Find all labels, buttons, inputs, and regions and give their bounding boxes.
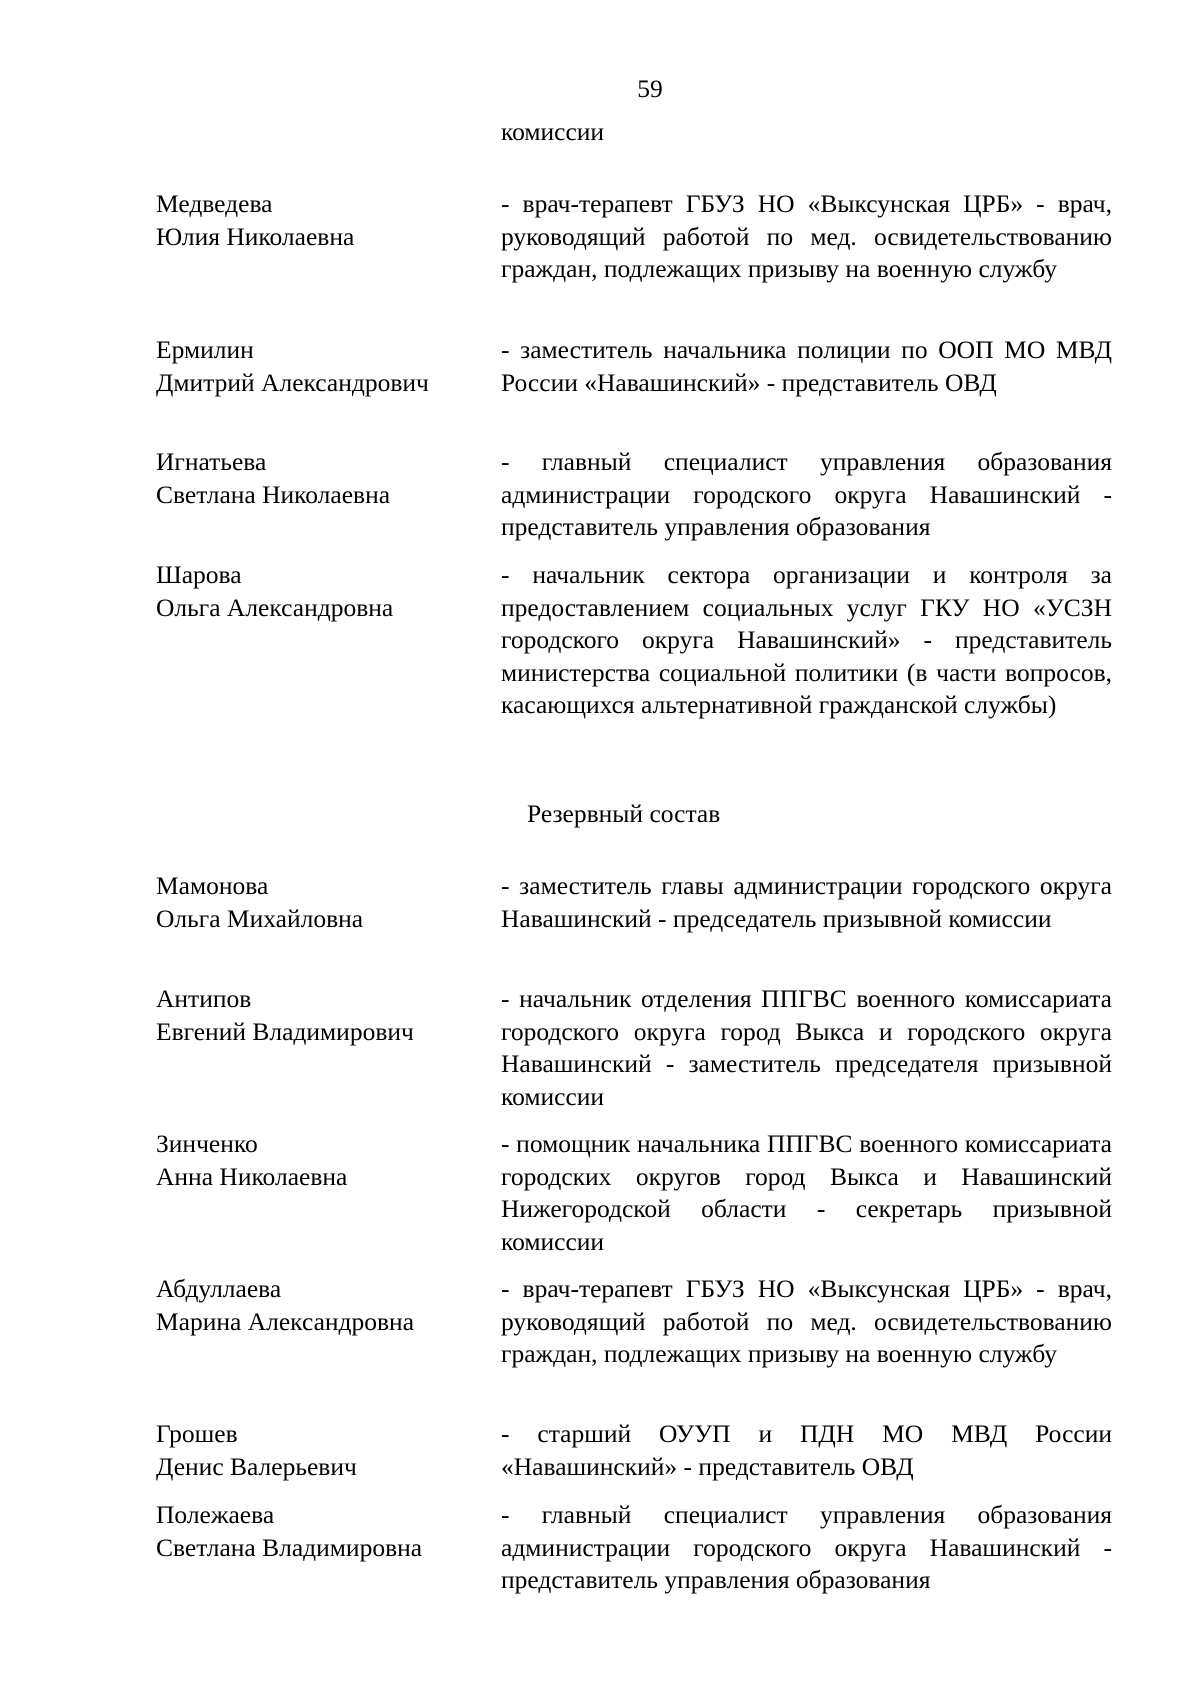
member-surname: Ермилин [156,335,254,364]
member-name [156,870,486,935]
member-role: - начальник отделения ППГВС военного комиссариата городского округа город Выкса и городского округа Навашинский - заместитель председателя призывной комиссии [501,984,1112,1111]
member-name [156,446,486,511]
member-surname: Грошев [156,1419,238,1448]
member-name [156,334,486,399]
member-role: - начальник сектора организации и контроля за предоставлением социальных услуг ГКУ НО «УСЗН городского округа Навашинский» - представитель министерства социальной политики (в части вопросов, касающихся альтернативной гражданской службы) [501,560,1112,719]
member-name [156,188,486,253]
member-role: - врач-терапевт ГБУЗ НО «Выксунская ЦРБ» - врач, руководящий работой по мед. освидетельствованию граждан, подлежащих призыву на военную службу [501,1274,1112,1368]
member-role: - заместитель главы администрации городского округа Навашинский - председатель призывной комиссии [501,871,1112,933]
member-surname: Зинченко [156,1129,258,1158]
member-surname: Абдуллаева [156,1274,282,1303]
member-surname: Полежаева [156,1500,275,1529]
member-role: - главный специалист управления образования администрации городского округа Навашинский - представитель управления образования [501,1500,1112,1594]
member-name [156,1128,486,1193]
member-name [156,1499,486,1564]
member-given-names: Анна Николаевна [156,1161,348,1191]
member-given-names: Светлана Николаевна [156,479,391,509]
member-surname: Медведева [156,189,273,218]
member-name [156,1418,486,1483]
member-surname: Мамонова [156,871,269,900]
member-role: - помощник начальника ППГВС военного комиссариата городских округов город Выкса и Навашинский Нижегородской области - секретарь призывной комиссии [501,1129,1112,1256]
member-given-names: Марина Александровна [156,1306,415,1336]
member-given-names: Ольга Михайловна [156,903,364,933]
member-name [156,1273,486,1338]
member-given-names: Юлия Николаевна [156,221,355,251]
reserve-section-title: Резервный состав [527,799,721,828]
member-surname: Шарова [156,560,242,589]
member-surname: Игнатьева [156,447,267,476]
member-given-names: Денис Валерьевич [156,1451,357,1481]
member-name [156,983,486,1048]
member-given-names: Ольга Александровна [156,592,394,622]
page-number: 59 [637,74,663,103]
member-role: - заместитель начальника полиции по ООП МО МВД России «Навашинский» - представитель ОВД [501,335,1112,397]
member-given-names: Евгений Владимирович [156,1016,414,1046]
member-given-names: Светлана Владимировна [156,1532,423,1562]
member-surname: Антипов [156,984,252,1013]
member-name [156,559,486,624]
member-role: - врач-терапевт ГБУЗ НО «Выксунская ЦРБ» - врач, руководящий работой по мед. освидетельствованию граждан, подлежащих призыву на военную службу [501,189,1112,283]
member-given-names: Дмитрий Александрович [156,367,429,397]
member-role: - старший ОУУП и ПДН МО МВД России «Навашинский» - представитель ОВД [501,1419,1112,1481]
continued-text: комиссии [501,117,605,146]
member-role: - главный специалист управления образования администрации городского округа Навашинский - представитель управления образования [501,447,1112,541]
